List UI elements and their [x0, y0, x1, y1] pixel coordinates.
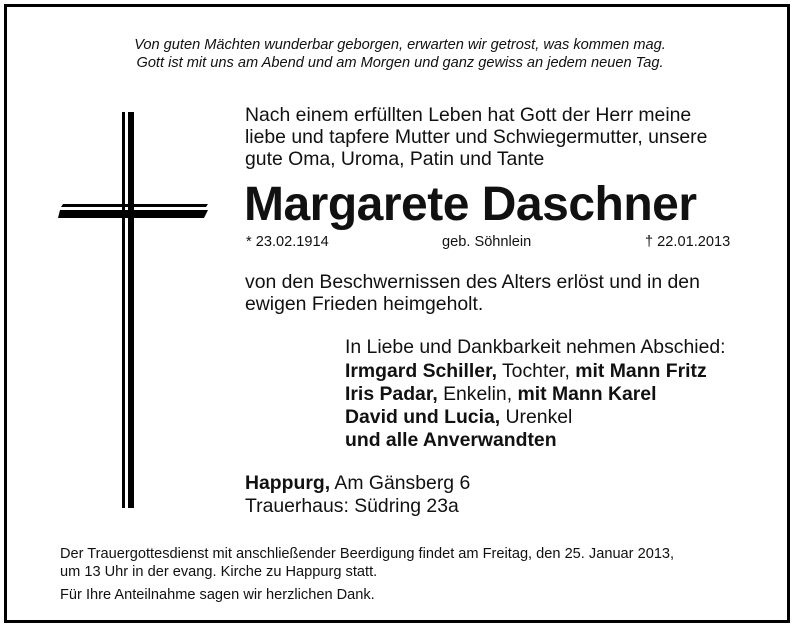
cross-horizontal	[58, 204, 208, 220]
release-line-2: ewigen Frieden heimgeholt.	[245, 293, 484, 315]
mourner-name: Irmgard Schiller,	[345, 360, 497, 382]
mourner-relation: Urenkel	[500, 406, 573, 428]
mourner-row	[345, 383, 656, 407]
mourner-row	[345, 406, 572, 430]
mourner-partner: mit Mann Karel	[517, 383, 657, 405]
mourner-partner: mit Mann Fritz	[575, 360, 707, 382]
intro-line-3: gute Oma, Uroma, Patin und Tante	[245, 148, 545, 170]
mourner-name: Iris Padar,	[345, 383, 438, 405]
mourner-relation: Tochter,	[496, 360, 576, 382]
thanks-line: Für Ihre Anteilnahme sagen wir herzlichen Dank.	[60, 587, 375, 603]
cross-vertical-left	[122, 112, 125, 508]
death-date: † 22.01.2013	[645, 234, 731, 250]
deceased-name: Margarete Daschner	[244, 178, 697, 231]
release-line-1: von den Beschwernissen des Alters erlöst und in den	[245, 271, 700, 293]
birth-date: * 23.02.1914	[246, 234, 329, 250]
mourner-relation: Enkelin,	[437, 383, 518, 405]
mourners-heading: In Liebe und Dankbarkeit nehmen Abschied:	[345, 336, 726, 358]
maiden-name: geb. Söhnlein	[442, 234, 532, 250]
service-line-1: Der Trauergottesdienst mit anschließender Beerdigung findet am Freitag, den 25. Januar 2013,	[60, 546, 675, 562]
motto-line-1: Von guten Mächten wunderbar geborgen, erwarten wir getrost, was kommen mag.	[134, 37, 666, 53]
address-town: Happurg,	[245, 472, 331, 494]
intro-line-1: Nach einem erfüllten Leben hat Gott der Herr meine	[245, 104, 692, 126]
address-line	[245, 472, 470, 494]
service-line-2: um 13 Uhr in der evang. Kirche zu Happurg statt.	[60, 564, 378, 580]
mourning-house: Trauerhaus: Südring 23a	[245, 495, 459, 517]
mourners-closing: und alle Anverwandten	[345, 429, 557, 451]
cross-vertical-right	[128, 112, 134, 508]
motto-line-2: Gott ist mit uns am Abend und am Morgen und ganz gewiss an jedem neuen Tag.	[136, 55, 664, 71]
intro-line-2: liebe und tapfere Mutter und Schwiegermutter, unsere	[245, 126, 708, 148]
mourner-row	[345, 360, 707, 384]
address-street: Am Gänsberg 6	[330, 472, 471, 494]
mourner-name: David und Lucia,	[345, 406, 501, 428]
